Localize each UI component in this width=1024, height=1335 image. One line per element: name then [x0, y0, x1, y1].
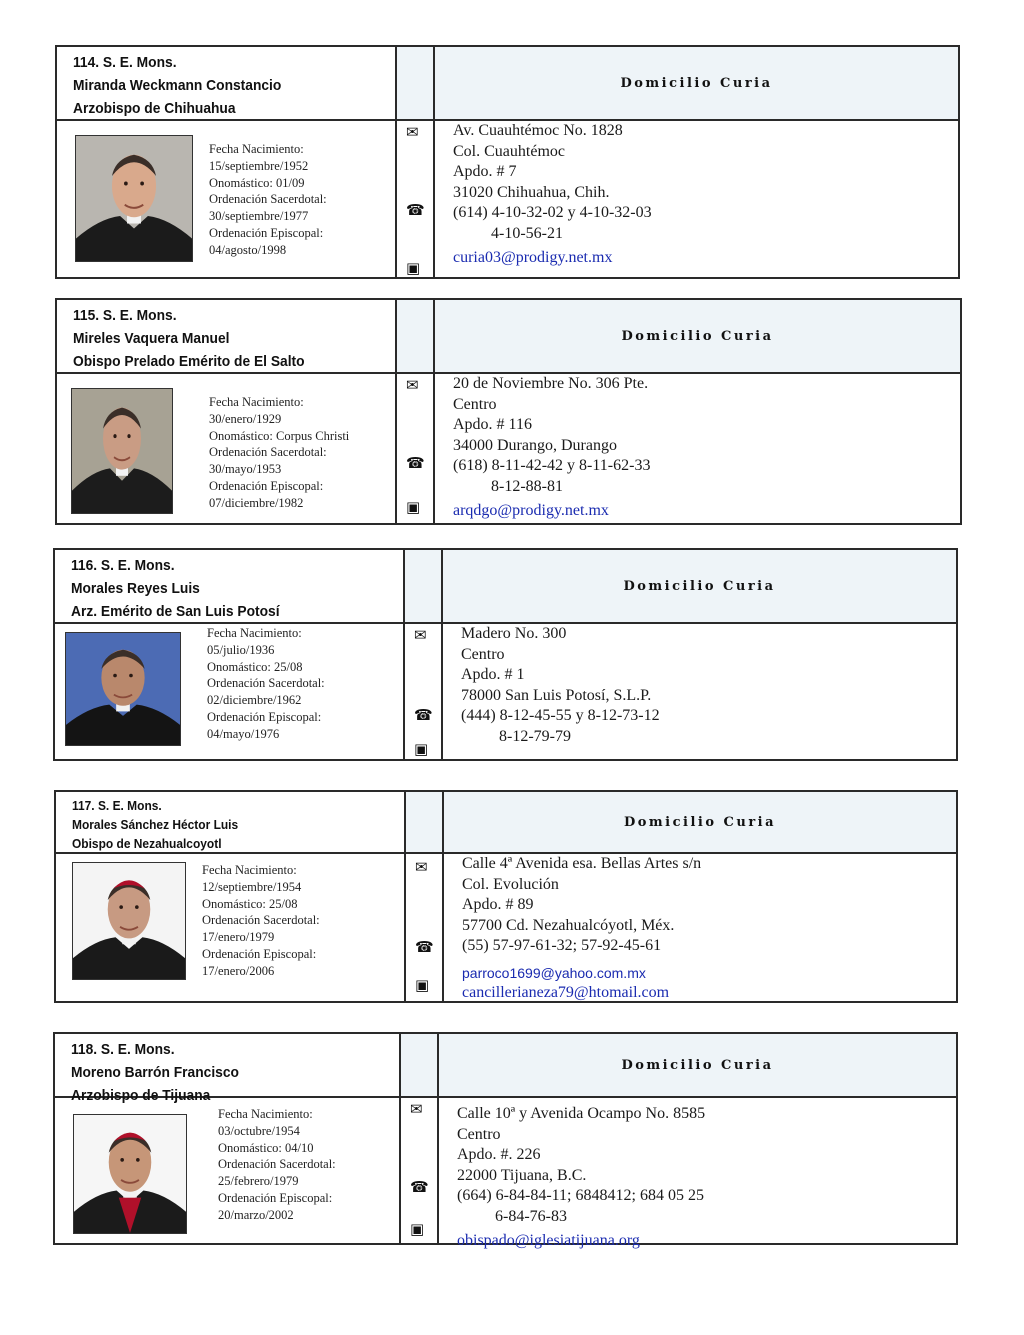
- address-phone-extra: 4-10-56-21: [491, 224, 563, 242]
- address-line: Av. Cuauhtémoc No. 1828: [453, 122, 623, 139]
- bio-cell: [56, 852, 406, 1001]
- telephone-icon: ☎: [406, 454, 425, 472]
- curia-address: [443, 622, 956, 759]
- curia-header: [435, 47, 958, 119]
- episcopal-date: 04/agosto/1998: [209, 242, 287, 257]
- portrait-photo: [73, 1114, 187, 1234]
- bishop-name: Morales Sánchez Héctor Luis: [72, 817, 239, 832]
- email-link[interactable]: curia03@prodigy.net.mx: [453, 249, 613, 266]
- episcopal-date: 17/enero/2006: [202, 963, 275, 978]
- card-header: [57, 47, 958, 121]
- address-line: Apdo. # 1: [461, 666, 525, 683]
- curia-header: [444, 792, 956, 852]
- curia-address: [435, 119, 958, 277]
- episcopal-label: Ordenación Episcopal:: [209, 478, 324, 493]
- bishop-card: [55, 45, 960, 279]
- bishop-name: Mireles Vaquera Manuel: [73, 330, 230, 347]
- address-phone: (55) 57-97-61-32; 57-92-45-61: [462, 937, 662, 954]
- episcopal-label: Ordenación Episcopal:: [209, 225, 324, 240]
- card-header: [57, 300, 960, 374]
- computer-icon: ▣: [406, 259, 421, 277]
- sacerdotal-label: Ordenación Sacerdotal:: [207, 676, 325, 691]
- birth-label: Fecha Nacimiento:: [218, 1107, 313, 1121]
- computer-icon: ▣: [415, 976, 430, 994]
- address-phone: (444) 8-12-45-55 y 8-12-73-12: [461, 707, 660, 724]
- episcopal-label: Ordenación Episcopal:: [218, 1190, 333, 1205]
- portrait-photo: [65, 632, 181, 746]
- bio-cell: [55, 1096, 401, 1243]
- address-line: 31020 Chihuahua, Chih.: [453, 183, 610, 201]
- curia-header: [443, 550, 956, 622]
- episcopal-date: 20/marzo/2002: [218, 1207, 294, 1222]
- bishop-name: Morales Reyes Luis: [71, 580, 200, 597]
- bishop-title: Arzobispo de Chihuahua: [73, 100, 236, 117]
- bio-cell: [57, 372, 397, 523]
- birth-label: Fecha Nacimiento:: [209, 142, 304, 156]
- address-line: Calle 4ª Avenida esa. Bellas Artes s/n: [462, 855, 702, 872]
- email-link[interactable]: parroco1699@yahoo.com.mx: [462, 964, 646, 981]
- email-link[interactable]: cancillerianeza79@htomail.com: [462, 984, 670, 1001]
- name-cell: [56, 792, 406, 852]
- icon-column-header: [406, 792, 444, 852]
- sacerdotal-date: 02/diciembre/1962: [207, 693, 302, 708]
- address-line: Madero No. 300: [461, 625, 567, 642]
- curia-header-label: Domicilio Curia: [623, 578, 776, 594]
- onomastico: Onomástico: 01/09: [209, 175, 305, 190]
- bishop-title: Arzobispo de Tijuana: [71, 1087, 211, 1104]
- address-line: Centro: [461, 645, 505, 663]
- curia-address: [444, 852, 956, 1001]
- curia-address: [439, 1096, 956, 1249]
- address-line: Apdo. # 7: [453, 163, 517, 180]
- address-line: 34000 Durango, Durango: [453, 436, 617, 454]
- address-line: 22000 Tijuana, B.C.: [457, 1166, 587, 1184]
- onomastico: Onomástico: 25/08: [207, 659, 303, 674]
- sacerdotal-date: 30/mayo/1953: [209, 462, 282, 477]
- address-phone: (664) 6-84-84-11; 6848412; 684 05 25: [457, 1187, 704, 1204]
- birth-date: 30/enero/1929: [209, 411, 282, 426]
- portrait-photo: [71, 388, 173, 514]
- address-line: 57700 Cd. Nezahualcóyotl, Méx.: [462, 916, 675, 934]
- bio-cell: [57, 119, 397, 277]
- envelope-icon: ✉: [406, 376, 419, 394]
- card-header: [55, 1034, 956, 1104]
- onomastico: Onomástico: Corpus Christi: [209, 428, 350, 443]
- computer-icon: ▣: [414, 740, 429, 758]
- contact-icon-column: [406, 852, 444, 1001]
- episcopal-label: Ordenación Episcopal:: [202, 946, 317, 961]
- address-line: Centro: [457, 1125, 501, 1143]
- sacerdotal-label: Ordenación Sacerdotal:: [202, 913, 320, 928]
- computer-icon: ▣: [410, 1220, 425, 1238]
- birth-label: Fecha Nacimiento:: [202, 863, 297, 877]
- entry-number: 114. S. E. Mons.: [73, 54, 177, 71]
- name-cell: [57, 47, 397, 119]
- bio-details: [209, 141, 327, 259]
- name-cell: [57, 300, 397, 372]
- birth-label: Fecha Nacimiento:: [207, 626, 302, 640]
- bishop-card: [53, 1032, 958, 1249]
- bio-details: [202, 862, 320, 980]
- email-link[interactable]: arqdgo@prodigy.net.mx: [453, 502, 609, 519]
- telephone-icon: ☎: [414, 706, 433, 724]
- curia-header-label: Domicilio Curia: [623, 814, 777, 830]
- birth-date: 03/octubre/1954: [218, 1123, 300, 1138]
- bishop-card: [53, 548, 958, 761]
- bishop-card: [55, 298, 962, 525]
- episcopal-date: 07/diciembre/1982: [209, 495, 304, 510]
- email-link[interactable]: obispado@iglesiatijuana.org: [457, 1232, 640, 1249]
- entry-number: 118. S. E. Mons.: [71, 1041, 175, 1058]
- envelope-icon: ✉: [414, 626, 427, 644]
- bio-details: [209, 394, 349, 512]
- address-line: 78000 San Luis Potosí, S.L.P.: [461, 686, 652, 704]
- entry-number: 116. S. E. Mons.: [71, 557, 175, 574]
- address-line: Apdo. #. 226: [457, 1146, 541, 1163]
- address-line: Apdo. # 89: [462, 896, 534, 913]
- telephone-icon: ☎: [406, 201, 425, 219]
- address-line: Apdo. # 116: [453, 416, 532, 433]
- address-phone-extra: 6-84-76-83: [495, 1207, 567, 1225]
- contact-icon-column: [401, 1096, 439, 1243]
- curia-header-label: Domicilio Curia: [620, 75, 773, 91]
- curia-header-label: Domicilio Curia: [621, 1057, 774, 1073]
- sacerdotal-label: Ordenación Sacerdotal:: [209, 192, 327, 207]
- curia-header: [439, 1034, 956, 1096]
- curia-header: [435, 300, 960, 372]
- curia-address: [435, 372, 960, 523]
- bio-cell: [55, 622, 405, 759]
- portrait-photo: [75, 135, 193, 262]
- bio-details: [218, 1106, 336, 1224]
- birth-label: Fecha Nacimiento:: [209, 395, 304, 409]
- telephone-icon: ☎: [410, 1178, 429, 1196]
- address-phone-extra: 8-12-88-81: [491, 477, 563, 495]
- bishop-name: Moreno Barrón Francisco: [71, 1064, 239, 1081]
- contact-icon-column: [405, 622, 443, 759]
- card-header: [56, 792, 956, 854]
- address-phone: (618) 8-11-42-42 y 8-11-62-33: [453, 457, 651, 474]
- episcopal-date: 04/mayo/1976: [207, 726, 280, 741]
- onomastico: Onomástico: 25/08: [202, 896, 298, 911]
- bishop-title: Arz. Emérito de San Luis Potosí: [71, 603, 280, 620]
- entry-number: 115. S. E. Mons.: [73, 307, 177, 324]
- onomastico: Onomástico: 04/10: [218, 1140, 314, 1155]
- bishop-name: Miranda Weckmann Constancio: [73, 77, 282, 94]
- icon-column-header: [405, 550, 443, 622]
- card-header: [55, 550, 956, 624]
- sacerdotal-date: 25/febrero/1979: [218, 1174, 299, 1189]
- bio-details: [207, 625, 325, 743]
- sacerdotal-date: 17/enero/1979: [202, 930, 275, 945]
- address-line: Centro: [453, 395, 497, 413]
- address-line: Col. Evolución: [462, 875, 559, 893]
- birth-date: 12/septiembre/1954: [202, 879, 302, 894]
- contact-icon-column: [397, 119, 435, 277]
- entry-number: 117. S. E. Mons.: [72, 798, 162, 813]
- sacerdotal-label: Ordenación Sacerdotal:: [209, 445, 327, 460]
- bishop-title: Obispo de Nezahualcoyotl: [72, 836, 222, 851]
- telephone-icon: ☎: [415, 938, 434, 956]
- computer-icon: ▣: [406, 498, 421, 516]
- icon-column-header: [397, 300, 435, 372]
- address-phone: (614) 4-10-32-02 y 4-10-32-03: [453, 204, 652, 221]
- address-line: Calle 10ª y Avenida Ocampo No. 8585: [457, 1105, 706, 1122]
- portrait-photo: [72, 862, 186, 980]
- name-cell: [55, 1034, 401, 1104]
- episcopal-label: Ordenación Episcopal:: [207, 709, 322, 724]
- sacerdotal-label: Ordenación Sacerdotal:: [218, 1157, 336, 1172]
- sacerdotal-date: 30/septiembre/1977: [209, 209, 309, 224]
- curia-header-label: Domicilio Curia: [621, 328, 774, 344]
- contact-icon-column: [397, 372, 435, 523]
- bishop-title: Obispo Prelado Emérito de El Salto: [73, 353, 305, 370]
- envelope-icon: ✉: [406, 123, 419, 141]
- envelope-icon: ✉: [410, 1100, 423, 1118]
- birth-date: 15/septiembre/1952: [209, 158, 309, 173]
- name-cell: [55, 550, 405, 622]
- birth-date: 05/julio/1936: [207, 642, 275, 657]
- icon-column-header: [397, 47, 435, 119]
- icon-column-header: [401, 1034, 439, 1096]
- address-line: 20 de Noviembre No. 306 Pte.: [453, 375, 649, 392]
- address-line: Col. Cuauhtémoc: [453, 142, 565, 160]
- envelope-icon: ✉: [415, 858, 428, 876]
- address-phone-extra: 8-12-79-79: [499, 727, 571, 745]
- bishop-card: [54, 790, 958, 1003]
